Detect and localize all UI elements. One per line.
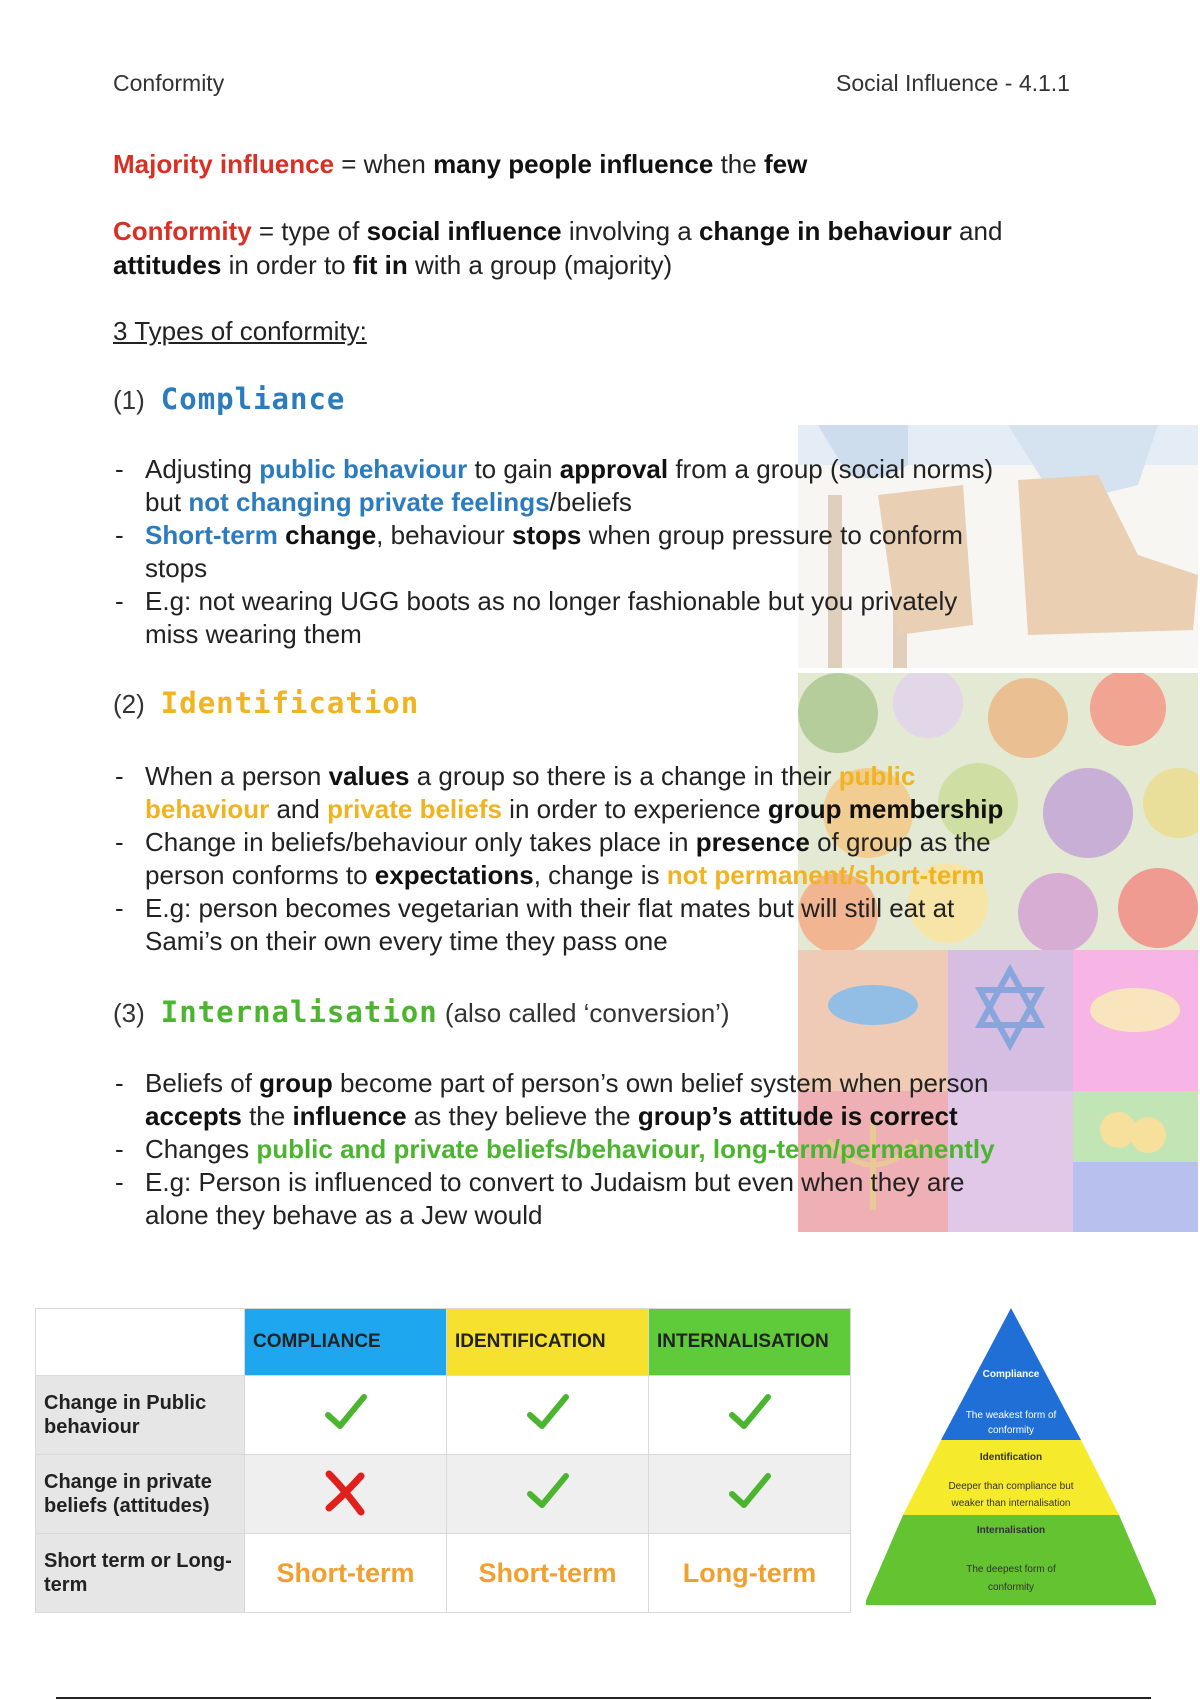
list-item <box>113 760 1113 826</box>
internalisation-bullets <box>113 1067 1113 1232</box>
text: the <box>713 149 764 179</box>
list-item <box>113 892 1113 958</box>
bold-text: attitudes <box>113 250 222 280</box>
conformity-definition <box>113 214 1002 282</box>
check-icon <box>728 1420 772 1437</box>
check-icon <box>324 1420 368 1437</box>
bold-text: social influence <box>366 216 562 246</box>
header-compliance: COMPLIANCE <box>245 1309 447 1376</box>
pyramid-label: Compliance <box>982 1369 1040 1380</box>
types-title: 3 Types of conformity: <box>113 316 367 346</box>
text: , behaviour <box>376 520 513 550</box>
list-item <box>113 826 1113 892</box>
bold-text: expectations <box>374 860 534 890</box>
internalisation-heading <box>113 995 730 1029</box>
section-title: Identification <box>160 686 420 720</box>
text: Beliefs of <box>145 1068 260 1098</box>
identification-heading <box>113 686 419 720</box>
check-icon <box>526 1499 570 1516</box>
row-label: Change in private beliefs (attitudes) <box>36 1455 245 1534</box>
section-title: Compliance <box>160 382 346 416</box>
table-header-row <box>36 1309 851 1376</box>
bold-text: values <box>328 761 410 791</box>
bottom-rule <box>56 1697 1151 1699</box>
text: of group as the <box>809 827 991 857</box>
bold-text: group membership <box>767 794 1004 824</box>
text: to gain <box>467 454 560 484</box>
text: become part of person’s own belief system when person <box>332 1068 989 1098</box>
table-cell <box>649 1455 851 1534</box>
pyramid-desc: The weakest form of <box>965 1410 1057 1421</box>
header-right: Social Influence - 4.1.1 <box>836 70 1070 96</box>
colored-text: Short-term <box>145 520 278 550</box>
text: , change is <box>533 860 667 890</box>
majority-influence-definition <box>113 147 807 181</box>
text: person conforms to <box>145 860 375 890</box>
table-cell <box>245 1376 447 1455</box>
colored-text: public behaviour <box>259 454 468 484</box>
section-title: Internalisation <box>160 995 438 1029</box>
identification-bullets <box>113 760 1113 958</box>
text: and <box>951 216 1003 246</box>
section-number: (2) <box>113 689 145 719</box>
text: /beliefs <box>549 487 632 517</box>
text: When a person <box>145 761 329 791</box>
text: E.g: not wearing UGG boots as no longer fashionable but you privately <box>145 586 958 616</box>
text: Change in beliefs/behaviour only takes place in <box>145 827 696 857</box>
text: but <box>145 487 189 517</box>
comparison-table <box>35 1308 851 1613</box>
colored-text: not permanent/short-term <box>666 860 985 890</box>
text: with a group (majority) <box>407 250 673 280</box>
row-label: Short term or Long-term <box>36 1534 245 1613</box>
text: as they believe the <box>406 1101 638 1131</box>
text: = when <box>334 149 434 179</box>
check-icon <box>526 1420 570 1437</box>
table-cell <box>649 1534 851 1613</box>
row-label: Change in Public behaviour <box>36 1376 245 1455</box>
compliance-heading <box>113 382 345 416</box>
section-note: (also called ‘conversion’) <box>437 998 730 1028</box>
bold-text: presence <box>695 827 810 857</box>
bold-text: approval <box>559 454 669 484</box>
text: involving a <box>561 216 699 246</box>
bold-text: change <box>285 520 377 550</box>
text: from a group (social norms) <box>668 454 994 484</box>
table-cell <box>447 1455 649 1534</box>
list-item <box>113 1133 1113 1166</box>
text: E.g: Person is influenced to convert to Judaism but even when they are <box>145 1167 965 1197</box>
colored-text: public <box>838 761 916 791</box>
table-row <box>36 1534 851 1613</box>
table-row <box>36 1376 851 1455</box>
table-cell <box>245 1455 447 1534</box>
empty-header-cell <box>36 1309 245 1376</box>
term-value: Short-term <box>478 1557 617 1588</box>
term: Majority influence <box>113 149 335 179</box>
text: E.g: person becomes vegetarian with their flat mates but will still eat at <box>145 893 955 923</box>
term-value: Long-term <box>682 1557 817 1588</box>
text: stops <box>145 553 208 583</box>
colored-text: public and private beliefs/behaviour, long-term/permanently <box>256 1134 995 1164</box>
header-internalisation: INTERNALISATION <box>649 1309 851 1376</box>
bold-text: many people influence <box>433 149 714 179</box>
text: alone they behave as a Jew would <box>145 1200 543 1230</box>
check-icon <box>728 1499 772 1516</box>
list-item <box>113 1166 1113 1232</box>
bold-text: group’s attitude is correct <box>637 1101 958 1131</box>
table-row <box>36 1455 851 1534</box>
conformity-pyramid <box>866 1300 1156 1610</box>
text: in order to <box>221 250 353 280</box>
table-cell <box>447 1376 649 1455</box>
section-number: (3) <box>113 998 145 1028</box>
pyramid-label: Identification <box>979 1452 1043 1463</box>
bold-text: accepts <box>145 1101 242 1131</box>
text: when group pressure to conform <box>581 520 963 550</box>
table-cell <box>649 1376 851 1455</box>
text: the <box>241 1101 293 1131</box>
bold-text: fit in <box>352 250 408 280</box>
text: and <box>269 794 328 824</box>
colored-text: not changing private feelings <box>188 487 550 517</box>
header-identification: IDENTIFICATION <box>447 1309 649 1376</box>
text: = type of <box>251 216 367 246</box>
pyramid-desc: Deeper than compliance but <box>948 1481 1074 1492</box>
list-item <box>113 1067 1113 1133</box>
pyramid-label: Internalisation <box>976 1525 1046 1536</box>
colored-text: private beliefs <box>327 794 502 824</box>
pyramid-desc: conformity <box>987 1425 1035 1436</box>
text: Sami’s on their own every time they pass one <box>145 926 668 956</box>
text: a group so there is a change in their <box>409 761 839 791</box>
pyramid-desc: weaker than internalisation <box>951 1498 1071 1509</box>
bold-text: group <box>259 1068 333 1098</box>
bold-text: change in behaviour <box>698 216 952 246</box>
header-left: Conformity <box>113 70 225 96</box>
bold-text: influence <box>292 1101 407 1131</box>
term: Conformity <box>113 216 252 246</box>
term-value: Short-term <box>276 1557 415 1588</box>
section-number: (1) <box>113 385 145 415</box>
bold-text: few <box>763 149 808 179</box>
pyramid-desc: The deepest form of <box>966 1564 1056 1575</box>
bold-text: stops <box>512 520 582 550</box>
text: miss wearing them <box>145 619 362 649</box>
table-cell <box>245 1534 447 1613</box>
list-item <box>113 585 1113 651</box>
colored-text: behaviour <box>145 794 270 824</box>
list-item <box>113 453 1113 519</box>
text: Changes <box>145 1134 257 1164</box>
pyramid-desc: conformity <box>987 1582 1035 1593</box>
text: in order to experience <box>501 794 768 824</box>
list-item <box>113 519 1113 585</box>
table-cell <box>447 1534 649 1613</box>
compliance-bullets <box>113 453 1113 651</box>
cross-icon <box>321 1503 371 1520</box>
text: Adjusting <box>145 454 260 484</box>
